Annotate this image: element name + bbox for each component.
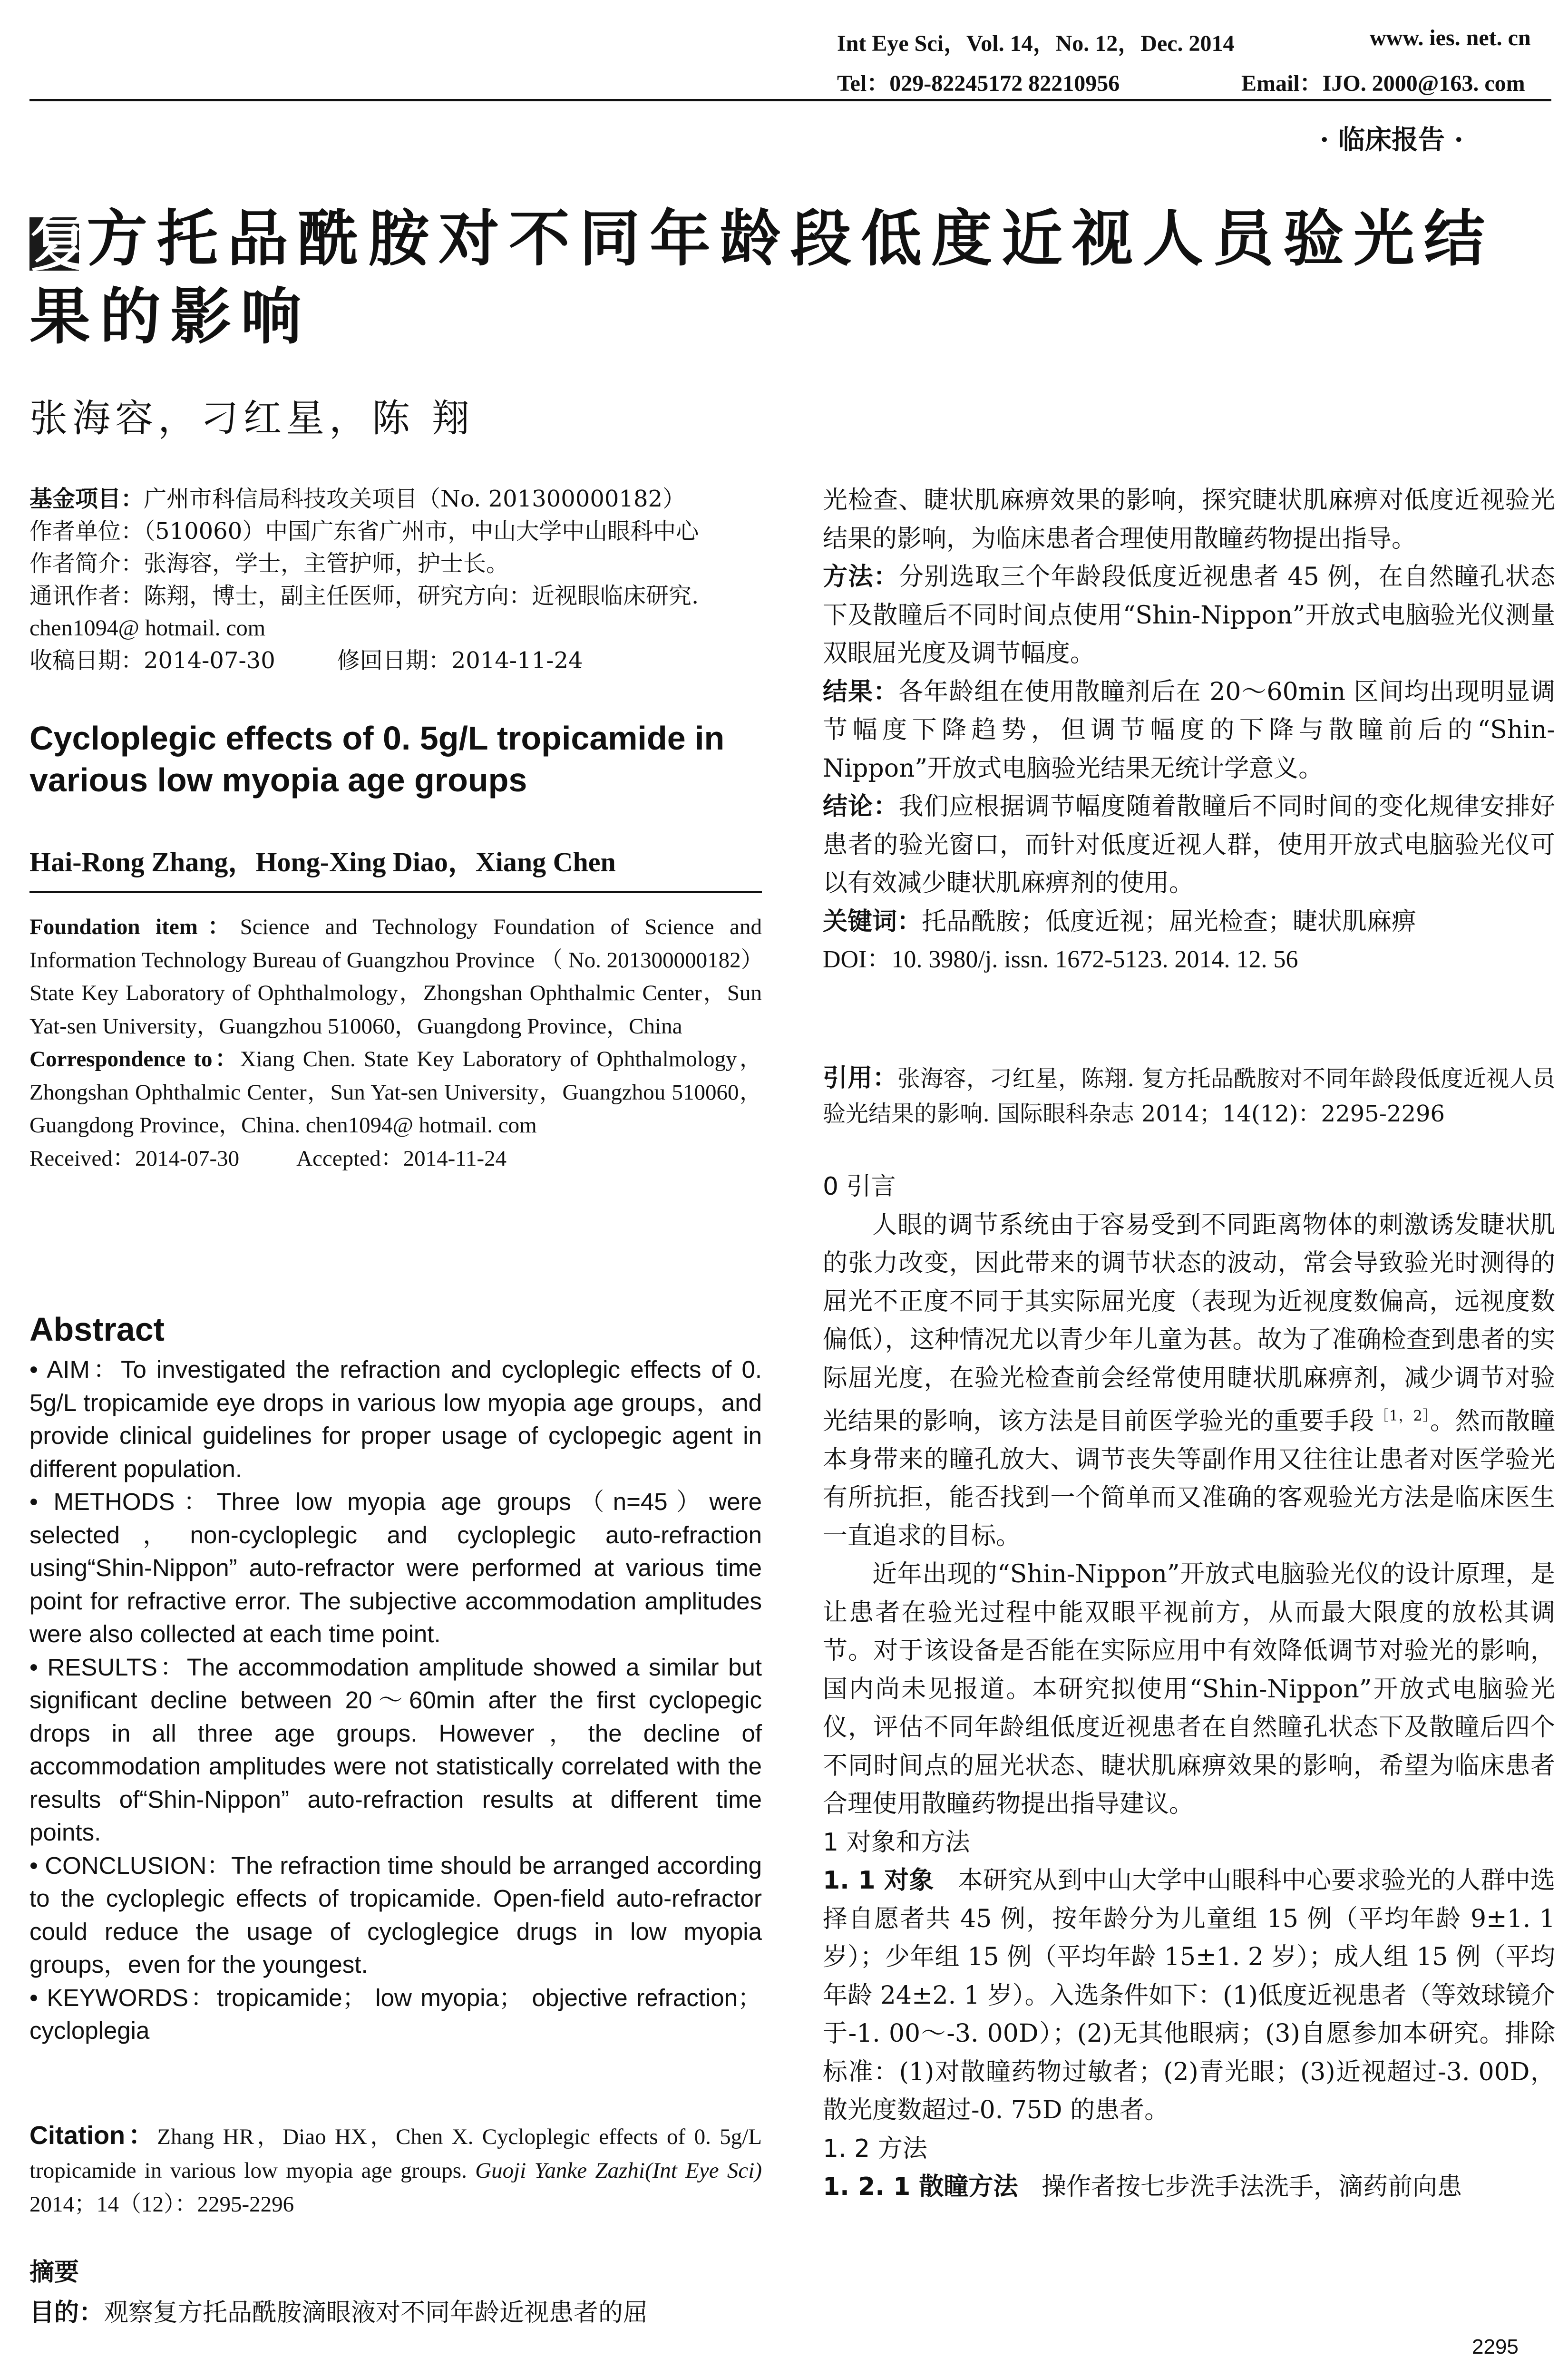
right-column — [823, 481, 1555, 979]
aim-text: To investigated the refraction and cycloplegic effects of 0. 5g/L tropicamide eye drops in various low myopia age groups，and provide clinical guidelines for proper usage of cyclopegic agent in different population. — [29, 1356, 762, 1482]
info-cn-block — [29, 483, 762, 677]
authors-rule — [29, 891, 762, 893]
zh-kw-label: 关键词： — [823, 907, 922, 936]
title-rest: 方托品酰胺对不同年龄段低度近视人员验光结果的影响 — [29, 203, 1495, 352]
keywords-text: tropicamide； low myopia； objective refraction；cycloplegia — [29, 1984, 762, 2044]
foundation-text: Science and Technology Foundation of Science and Information Technology Bureau of Guangzhou Province （ No. 201300000182） — [29, 915, 763, 973]
info-en-block — [29, 911, 762, 1175]
correspondence-text: Xiang Chen. State Key Laboratory of Ophthalmology，Zhongshan Ophthalmic Center，Sun Yat-sen University，Guangzhou 510060，Guangdong Province，China. chen1094@ hotmail. com — [29, 1047, 762, 1138]
doi[interactable]: DOI：10. 3980/j. issn. 1672-5123. 2014. 12. 56 — [823, 946, 1298, 973]
article-category: · 临床报告 · — [1320, 124, 1463, 156]
citation-en — [29, 2119, 762, 2221]
intro-heading: 0 引言 — [823, 1172, 896, 1201]
zh-kw-text: 托品酰胺；低度近视；屈光检查；睫状肌麻痹 — [922, 907, 1417, 936]
zh-result-label: 结果： — [823, 677, 899, 706]
journal-website[interactable]: www. ies. net. cn — [1370, 25, 1531, 50]
english-authors: Hai-Rong Zhang，Hong-Xing Diao，Xiang Chen — [29, 847, 616, 877]
abstract-heading: Abstract — [29, 1311, 165, 1348]
citation-cn — [823, 1061, 1555, 1131]
citation-en-label: Citation： — [29, 2121, 157, 2150]
results-text: The accommodation amplitude showed a similar but significant decline between 20～60min after the first cyclopegic drops in all three age groups. However，the decline of accommodation amplitudes were not statistically correlated with the results of“Shin-Nippon” auto-refraction results at different time points. — [29, 1653, 762, 1846]
methods-text: Three low myopia age groups（n=45）were selected，non-cycloplegic and cycloplegic auto-refraction using“Shin-Nippon” auto-refractor were performed at various time point for refractive error. The subjective accommodation amplitudes were also collected at each time point. — [29, 1488, 762, 1647]
citation-cn-label: 引用： — [823, 1064, 897, 1092]
foundation-label: Foundation item： — [29, 915, 240, 939]
corresponding-author: 通讯作者：陈翔，博士，副主任医师，研究方向：近视眼临床研究. — [29, 583, 699, 609]
sub2-heading: 1. 2 方法 — [823, 2134, 927, 2163]
journal-email[interactable]: Email：IJO. 2000@163. com — [1241, 71, 1525, 96]
received-date-en: Received：2014-07-30 — [29, 1146, 240, 1171]
sub1-text: 本研究从到中山大学中山眼科中心要求验光的人群中选择自愿者共 45 例，按年龄分为儿童组 15 例（平均年龄 9±1. 1 岁）；少年组 15 例（平均年龄 15±1. 2 岁）；成人组 15 例（平均年龄 24±2. 1 岁）。入选条件如下：(1)低度近视患者（等效球镜介于-1. 00～-3. 00D）；(2)无其他眼病；(3)自愿参加本研究。排除标准：(1)对散瞳药物过敏者；(2)青光眼；(3)近视超过-3. 00D，散光度数超过-0. 75D 的患者。 — [823, 1866, 1555, 2125]
conclusion-label: • CONCLUSION： — [29, 1851, 231, 1879]
zh-aim-start: 观察复方托品酰胺滴眼液对不同年龄近视患者的屈 — [104, 2299, 648, 2327]
zh-result-text: 各年龄组在使用散瞳剂后在 20～60min 区间均出现明显调节幅度下降趋势，但调节幅度的下降与散瞳前后的“Shin-Nippon”开放式电脑验光结果无统计学意义。 — [823, 677, 1555, 783]
header-rule — [29, 99, 1551, 101]
correspondence-label: Correspondence to： — [29, 1047, 240, 1072]
zh-aim-line — [29, 2292, 771, 2328]
methods-heading: 1 对象和方法 — [823, 1828, 970, 1857]
page-number: 2295 — [1472, 2335, 1519, 2358]
sub1-label: 1. 1 对象 — [823, 1866, 934, 1895]
revised-date-cn: 修回日期：2014-11-24 — [337, 647, 583, 674]
fund-text: 广州市科信局科技攻关项目（No. 201300000182） — [144, 486, 686, 512]
citation-en-text: Zhang HR，Diao HX，Chen X. Cycloplegic effects of 0. 5g/L tropicamide in various low myopia age groups. — [29, 2124, 762, 2183]
zh-abstract-heading: 摘要 — [29, 2259, 79, 2286]
author-unit: 作者单位：（510060）中国广东省广州市，中山大学中山眼科中心 — [29, 518, 699, 545]
authors-cn: 张海容，刁红星，陈 翔 — [29, 396, 475, 440]
article-title — [29, 200, 1542, 356]
zh-conc-text: 我们应根据调节幅度随着散瞳后不同时间的变化规律安排好患者的验光窗口，而针对低度近视人群，使用开放式电脑验光仪可以有效减少睫状肌麻痹剂的使用。 — [823, 792, 1555, 897]
lab-address: State Key Laboratory of Ophthalmology，Zhongshan Ophthalmic Center，Sun Yat-sen University，Guangzhou 510060，Guangdong Province，China — [29, 981, 762, 1039]
zh-aim-cont: 光检查、睫状肌麻痹效果的影响，探究睫状肌麻痹对低度近视验光结果的影响，为临床患者合理使用散瞳药物提出指导。 — [823, 486, 1555, 553]
body-text — [823, 1168, 1555, 2206]
keywords-label: • KEYWORDS： — [29, 1984, 217, 2011]
sub3-text: 操作者按七步洗手法洗手，滴药前向患 — [1041, 2172, 1462, 2202]
author-bio: 作者简介：张海容，学士，主管护师，护士长。 — [29, 550, 509, 577]
conclusion-text: The refraction time should be arranged according to the cycloplegic effects of tropicamide. Open-field auto-refractor could reduce the usage of cycloglegice drugs in low myopia groups，even for the youngest. — [29, 1851, 762, 1978]
journal-tel: Tel：029-82245172 82210956 — [837, 71, 1120, 96]
english-title: Cycloplegic effects of 0. 5g/L tropicamide in various low myopia age groups — [29, 720, 725, 799]
methods-label: • METHODS： — [29, 1488, 217, 1515]
received-date-cn: 收稿日期：2014-07-30 — [29, 647, 275, 674]
zh-method-label: 方法： — [823, 563, 899, 591]
journal-info: Int Eye Sci，Vol. 14，No. 12，Dec. 2014 — [837, 31, 1235, 56]
zh-aim-label: 目的： — [29, 2299, 104, 2327]
corr-email[interactable]: chen1094@ hotmail. com — [29, 615, 266, 641]
sub3-label: 1. 2. 1 散瞳方法 — [823, 2172, 1018, 2202]
intro-paragraph-1: 人眼的调节系统由于容易受到不同距离物体的刺激诱发睫状肌的张力改变，因此带来的调节状态的波动，常会导致验光时测得的屈光不正度不同于其实际屈光度（表现为近视度数偏高，远视度数偏低），这种情况尤以青少年儿童为甚。故为了准确检查到患者的实际屈光度，在验光检查前会经常使用睫状肌麻痹剂，减少调节对验光结果的影响，该方法是目前医学验光的重要手段$^{[1,2]}$。然而散瞳本身带来的瞳孔放大、调节丧失等副作用又往往让患者对医学验光有所抗拒，能否找到一个简单而又准确的客观验光方法是临床医生一直追求的目标。 — [823, 1210, 1555, 1550]
results-label: • RESULTS： — [29, 1653, 187, 1681]
title-first-char: 复 — [29, 208, 91, 280]
citation-cn-text: 张海容，刁红星，陈翔. 复方托品酰胺对不同年龄段低度近视人员验光结果的影响. 国际眼科杂志 2014；14(12)：2295-2296 — [823, 1065, 1555, 1127]
zh-method-text: 分别选取三个年龄段低度近视患者 45 例，在自然瞳孔状态下及散瞳后不同时间点使用“Shin-Nippon”开放式电脑验光仪测量双眼屈光度及调节幅度。 — [823, 563, 1555, 668]
intro-paragraph-2: 近年出现的“Shin-Nippon”开放式电脑验光仪的设计原理，是让患者在验光过程中能双眼平视前方，从而最大限度的放松其调节。对于该设备是否能在实际应用中有效降低调节对验光的影响，国内尚未见报道。本研究拟使用“Shin-Nippon”开放式电脑验光仪，评估不同年龄组低度近视患者在自然瞳孔状态下及散瞳后四个不同时间点的屈光状态、睫状肌麻痹效果的影响，希望为临床患者合理使用散瞳药物提出指导建议。 — [823, 1560, 1555, 1819]
fund-label: 基金项目： — [29, 486, 144, 512]
aim-label: • AIM： — [29, 1356, 121, 1383]
accepted-date-en: Accepted：2014-11-24 — [296, 1146, 507, 1171]
citation-en-tail: 2014；14（12）：2295-2296 — [29, 2192, 294, 2217]
ref-1-2[interactable]: ［1，2］ — [1374, 1408, 1431, 1424]
citation-en-journal: Guoji Yanke Zazhi(Int Eye Sci) — [475, 2158, 762, 2183]
zh-conc-label: 结论： — [823, 792, 899, 821]
abstract-body — [29, 1353, 762, 2047]
